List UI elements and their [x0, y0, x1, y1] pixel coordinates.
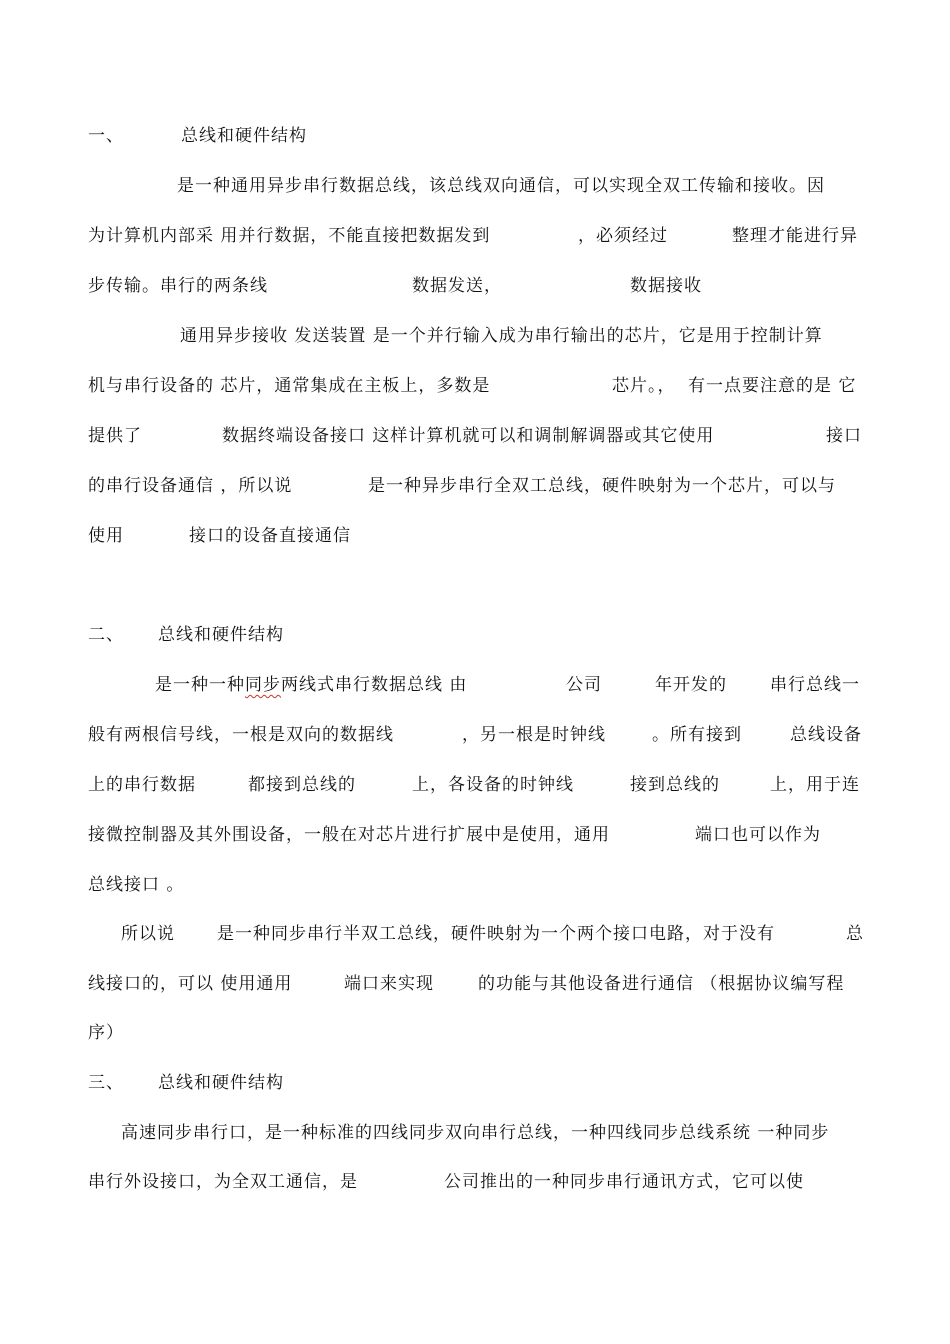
s2-line-3d: 接到总线的: [630, 775, 720, 795]
s3-line-2a: 串行外设接口，为全双工通信，是: [88, 1172, 358, 1192]
s2-line-1b: 公司: [566, 675, 602, 695]
s2-line-8: 序）: [88, 1023, 124, 1043]
section-3-heading: [88, 1069, 124, 1097]
s2-line-3c: 上，各设备的时钟线: [412, 775, 574, 795]
s1-line-5b: 芯片。，: [612, 376, 676, 396]
section-2-number: 二、: [88, 625, 124, 645]
s1-line-5c: 有一点要注意的是 它: [688, 376, 857, 396]
section-3-title: 总线和硬件结构: [158, 1073, 284, 1093]
s1-line-7b: 是一种异步串行全双工总线，硬件映射为一个芯片，可以与: [368, 476, 836, 496]
s2-line-1d: 串行总线一: [770, 675, 860, 695]
s1-line-2b: ，必须经过: [578, 226, 668, 246]
s3-line-2b: 公司推出的一种同步串行通讯方式，它可以使: [444, 1172, 804, 1192]
s1-line-8a: 使用: [88, 526, 124, 546]
s2-line-1a: 是一种一种同步两线式串行数据总线 由: [155, 675, 468, 695]
s1-line-3c: 数据接收: [630, 276, 702, 296]
s2-line-6a: 所以说: [121, 924, 175, 944]
s1-line-6c: 接口: [826, 426, 862, 446]
s2-line-2a: 般有两根信号线，一根是双向的数据线: [88, 725, 394, 745]
s2-line-2c: 。所有接到: [652, 725, 742, 745]
s2-line-4a: 接微控制器及其外围设备，一般在对芯片进行扩展中是使用，通用: [88, 825, 610, 845]
s2-line-3b: 都接到总线的: [248, 775, 356, 795]
section-1-title: 总线和硬件结构: [181, 126, 307, 146]
s2-line-2d: 总线设备: [790, 725, 862, 745]
s2-line-7c: 的功能与其他设备进行通信 （根据协议编写程: [478, 974, 845, 994]
spellcheck-underlined-word: 同步: [245, 675, 281, 695]
s2-line-6c: 总: [846, 924, 864, 944]
s1-line-8b: 接口的设备直接通信: [189, 526, 351, 546]
section-2-heading: [88, 621, 124, 649]
section-2-title: 总线和硬件结构: [158, 625, 284, 645]
s1-line-3a: 步传输。串行的两条线: [88, 276, 268, 296]
s1-line-6a: 提供了: [88, 426, 142, 446]
section-1-number: 一、: [88, 126, 124, 146]
s2-line-5: 总线接口 。: [88, 875, 185, 895]
s3-line-1: 高速同步串行口，是一种标准的四线同步双向串行总线，一种四线同步总线系统 一种同步: [121, 1123, 830, 1143]
s1-line-3b: 数据发送，: [412, 276, 502, 296]
s2-line-4b: 端口也可以作为: [695, 825, 821, 845]
s1-line-5a: 机与串行设备的 芯片，通常集成在主板上，多数是: [88, 376, 491, 396]
s2-line-1c: 年开发的: [655, 675, 727, 695]
s2-line-3a: 上的串行数据: [88, 775, 196, 795]
s1-line-7a: 的串行设备通信 ，所以说: [88, 476, 293, 496]
s1-line-2c: 整理才能进行异: [732, 226, 858, 246]
s1-line-2a: 为计算机内部采 用并行数据，不能直接把数据发到: [88, 226, 491, 246]
section-1-heading: [88, 122, 124, 150]
s2-line-7b: 端口来实现: [344, 974, 434, 994]
s1-line-6b: 数据终端设备接口 这样计算机就可以和调制解调器或其它使用: [222, 426, 715, 446]
s1-line-4: 通用异步接收 发送装置 是一个并行输入成为串行输出的芯片，它是用于控制计算: [180, 326, 823, 346]
s2-line-7a: 线接口的，可以 使用通用: [88, 974, 293, 994]
s2-line-6b: 是一种同步串行半双工总线，硬件映射为一个两个接口电路，对于没有: [217, 924, 775, 944]
s2-line-2b: ，另一根是时钟线: [462, 725, 606, 745]
s1-line-1: 是一种通用异步串行数据总线，该总线双向通信，可以实现全双工传输和接收。因: [177, 176, 825, 196]
s2-line-3e: 上，用于连: [770, 775, 860, 795]
section-3-number: 三、: [88, 1073, 124, 1093]
